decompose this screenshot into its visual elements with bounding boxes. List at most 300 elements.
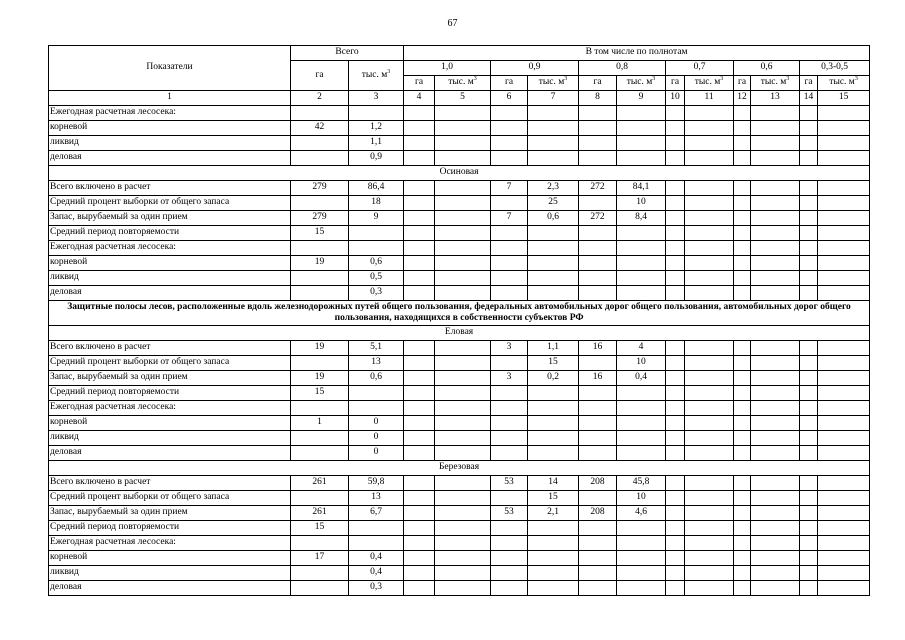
table-cell (404, 386, 435, 401)
table-cell (528, 551, 579, 566)
table-row (49, 136, 870, 151)
row-label: деловая (49, 286, 291, 301)
table-cell (528, 416, 579, 431)
header-density: 0,3-0,5 (800, 61, 870, 76)
table-cell (491, 536, 528, 551)
table-cell: 19 (291, 341, 349, 356)
table-cell (291, 356, 349, 371)
table-cell (404, 371, 435, 386)
table-cell (685, 566, 734, 581)
table-cell (734, 121, 751, 136)
table-cell (491, 226, 528, 241)
table-cell (579, 446, 617, 461)
column-number: 12 (734, 91, 751, 106)
table-row (49, 521, 870, 536)
table-cell (435, 551, 491, 566)
table-cell (818, 536, 870, 551)
table-cell: 0,5 (349, 271, 404, 286)
table-cell (800, 341, 818, 356)
table-cell (404, 536, 435, 551)
table-row (49, 401, 870, 416)
table-cell (734, 196, 751, 211)
table-row (49, 491, 870, 506)
table-cell (404, 446, 435, 461)
table-cell: 3 (491, 371, 528, 386)
table-cell (617, 581, 666, 596)
table-cell (685, 286, 734, 301)
table-cell (579, 271, 617, 286)
table-cell (818, 226, 870, 241)
table-cell: 10 (617, 356, 666, 371)
table-cell: 10 (617, 196, 666, 211)
table-cell (435, 446, 491, 461)
table-row (49, 386, 870, 401)
table-cell (404, 256, 435, 271)
table-cell (404, 196, 435, 211)
table-row (49, 121, 870, 136)
table-cell (800, 226, 818, 241)
table-cell (818, 431, 870, 446)
table-cell (404, 241, 435, 256)
table-cell (666, 386, 685, 401)
table-cell (435, 286, 491, 301)
table-cell (751, 271, 800, 286)
table-cell: 0 (349, 446, 404, 461)
table-cell (579, 286, 617, 301)
table-cell (685, 431, 734, 446)
table-cell (751, 521, 800, 536)
table-cell (685, 136, 734, 151)
table-cell (818, 506, 870, 521)
table-cell (751, 226, 800, 241)
table-cell (800, 196, 818, 211)
table-cell (685, 151, 734, 166)
table-cell: 261 (291, 476, 349, 491)
table-cell (800, 211, 818, 226)
table-cell: 279 (291, 211, 349, 226)
table-row (49, 536, 870, 551)
table-cell (435, 566, 491, 581)
table-cell (579, 196, 617, 211)
table-cell (818, 521, 870, 536)
table-cell (734, 371, 751, 386)
table-cell (666, 476, 685, 491)
table-cell (734, 106, 751, 121)
table-cell: 8,4 (617, 211, 666, 226)
table-cell (617, 401, 666, 416)
table-cell (528, 521, 579, 536)
table-cell (751, 491, 800, 506)
table-cell (818, 271, 870, 286)
table-cell (291, 241, 349, 256)
table-cell: 18 (349, 196, 404, 211)
table-cell: 0,4 (617, 371, 666, 386)
table-cell: 84,1 (617, 181, 666, 196)
table-cell (491, 491, 528, 506)
table-cell: 17 (291, 551, 349, 566)
table-cell (800, 151, 818, 166)
row-label: деловая (49, 151, 291, 166)
table-cell (818, 151, 870, 166)
table-cell (435, 211, 491, 226)
table-cell: 1,1 (528, 341, 579, 356)
table-cell (751, 401, 800, 416)
table-cell (617, 551, 666, 566)
table-cell (800, 491, 818, 506)
table-row (49, 196, 870, 211)
table-cell (528, 106, 579, 121)
table-cell: 0 (349, 431, 404, 446)
table-cell (734, 211, 751, 226)
table-cell (404, 431, 435, 446)
row-label: ликвид (49, 566, 291, 581)
table-cell (818, 401, 870, 416)
table-cell (528, 566, 579, 581)
table-cell (666, 536, 685, 551)
table-cell (435, 226, 491, 241)
table-cell (491, 136, 528, 151)
table-cell (751, 106, 800, 121)
table-cell (435, 416, 491, 431)
table-cell (617, 416, 666, 431)
table-cell: 15 (291, 521, 349, 536)
column-number: 13 (751, 91, 800, 106)
row-label: Средний процент выборки от общего запаса (49, 356, 291, 371)
row-label: Запас, вырубаемый за один прием (49, 371, 291, 386)
table-cell: 15 (291, 386, 349, 401)
table-cell (435, 136, 491, 151)
row-label: ликвид (49, 271, 291, 286)
table-cell: 16 (579, 371, 617, 386)
table-row (49, 241, 870, 256)
table-cell (734, 356, 751, 371)
table-row (49, 326, 870, 341)
table-cell (617, 241, 666, 256)
column-number: 5 (435, 91, 491, 106)
table-cell (291, 536, 349, 551)
table-cell (666, 431, 685, 446)
table-cell (800, 286, 818, 301)
table-cell (491, 256, 528, 271)
table-cell (751, 371, 800, 386)
section-heading: Осиновая (49, 166, 870, 181)
table-row (49, 416, 870, 431)
table-cell: 1,1 (349, 136, 404, 151)
table-cell (435, 121, 491, 136)
row-label: корневой (49, 256, 291, 271)
table-cell (734, 386, 751, 401)
table-cell (404, 476, 435, 491)
table-cell (734, 581, 751, 596)
row-label: Средний процент выборки от общего запаса (49, 491, 291, 506)
table-cell (617, 151, 666, 166)
table-cell (734, 226, 751, 241)
table-cell (617, 121, 666, 136)
table-row (49, 166, 870, 181)
table-cell (818, 286, 870, 301)
table-cell: 272 (579, 211, 617, 226)
table-cell (528, 136, 579, 151)
row-label: ликвид (49, 136, 291, 151)
table-cell (800, 401, 818, 416)
table-cell (528, 431, 579, 446)
table-cell (435, 581, 491, 596)
table-cell (734, 401, 751, 416)
table-cell (685, 341, 734, 356)
column-number: 8 (579, 91, 617, 106)
header-unit-thm: тыс. $м^3$ (685, 76, 734, 91)
table-cell (579, 551, 617, 566)
table-cell (685, 446, 734, 461)
table-cell (435, 241, 491, 256)
table-row (49, 581, 870, 596)
table-cell: 0,2 (528, 371, 579, 386)
table-cell (818, 446, 870, 461)
table-row (49, 446, 870, 461)
row-label: ликвид (49, 431, 291, 446)
row-label: Всего включено в расчет (49, 181, 291, 196)
table-cell (404, 181, 435, 196)
table-cell (617, 271, 666, 286)
table-cell (751, 241, 800, 256)
row-label: деловая (49, 581, 291, 596)
header-unit-ha: га (404, 76, 435, 91)
table-cell (751, 151, 800, 166)
table-cell: 0,6 (349, 371, 404, 386)
table-cell (579, 256, 617, 271)
table-cell (349, 226, 404, 241)
table-cell (579, 151, 617, 166)
table-cell (666, 271, 685, 286)
table-cell (435, 106, 491, 121)
table-cell (528, 386, 579, 401)
row-label: Запас, вырубаемый за один прием (49, 506, 291, 521)
table-row (49, 506, 870, 521)
table-cell: 13 (349, 491, 404, 506)
table-cell (579, 136, 617, 151)
table-cell (818, 386, 870, 401)
table-cell (751, 196, 800, 211)
table-row (49, 356, 870, 371)
header-density: 0,9 (491, 61, 579, 76)
table-row (49, 341, 870, 356)
table-row (49, 106, 870, 121)
table-cell: 208 (579, 476, 617, 491)
table-cell (617, 106, 666, 121)
table-cell: 0,3 (349, 581, 404, 596)
header-total-ha: га (291, 61, 349, 91)
table-cell (800, 121, 818, 136)
table-cell (491, 581, 528, 596)
table-cell: 86,4 (349, 181, 404, 196)
table-cell (617, 256, 666, 271)
table-cell: 1 (291, 416, 349, 431)
table-cell (528, 581, 579, 596)
table-row (49, 151, 870, 166)
table-cell (685, 581, 734, 596)
header-total-thm: тыс. $м^3$ (349, 61, 404, 91)
table-cell (579, 401, 617, 416)
header-unit-ha: га (491, 76, 528, 91)
table-cell: 19 (291, 256, 349, 271)
table-cell (579, 226, 617, 241)
table-cell (579, 566, 617, 581)
table-cell (491, 196, 528, 211)
table-cell (491, 446, 528, 461)
table-row (49, 181, 870, 196)
table-cell (818, 106, 870, 121)
table-cell (491, 121, 528, 136)
table-cell: 272 (579, 181, 617, 196)
table-cell (404, 121, 435, 136)
table-cell (734, 476, 751, 491)
table-cell (404, 401, 435, 416)
table-cell (685, 551, 734, 566)
table-cell (818, 211, 870, 226)
table-cell (404, 416, 435, 431)
table-cell (734, 431, 751, 446)
table-cell (818, 196, 870, 211)
table-cell (404, 491, 435, 506)
table-cell: 0,4 (349, 551, 404, 566)
table-cell (435, 271, 491, 286)
table-cell (685, 271, 734, 286)
table-cell (291, 431, 349, 446)
table-cell (751, 536, 800, 551)
table-cell (491, 401, 528, 416)
table-cell (666, 136, 685, 151)
table-row (49, 301, 870, 326)
table-cell (734, 241, 751, 256)
table-cell (751, 341, 800, 356)
table-cell (491, 431, 528, 446)
table-cell (491, 566, 528, 581)
table-cell (734, 136, 751, 151)
header-density: 1,0 (404, 61, 491, 76)
table-cell (685, 401, 734, 416)
table-row (49, 371, 870, 386)
forest-table (48, 45, 870, 596)
table-cell: 13 (349, 356, 404, 371)
table-cell: 7 (491, 181, 528, 196)
table-cell: 45,8 (617, 476, 666, 491)
table-cell (685, 106, 734, 121)
table-cell (404, 356, 435, 371)
table-cell: 25 (528, 196, 579, 211)
table-cell (349, 521, 404, 536)
row-label: Средний процент выборки от общего запаса (49, 196, 291, 211)
table-cell (818, 551, 870, 566)
table-cell (685, 506, 734, 521)
table-cell (491, 271, 528, 286)
table-cell (818, 581, 870, 596)
table-cell (800, 581, 818, 596)
table-cell (751, 121, 800, 136)
column-number: 15 (818, 91, 870, 106)
table-cell (666, 506, 685, 521)
table-cell (666, 106, 685, 121)
table-cell (734, 566, 751, 581)
table-cell (751, 256, 800, 271)
table-row (49, 476, 870, 491)
table-cell (617, 536, 666, 551)
table-cell (751, 136, 800, 151)
table-cell (800, 446, 818, 461)
table-cell (617, 521, 666, 536)
table-cell (685, 256, 734, 271)
section-heading: Березовая (49, 461, 870, 476)
table-row (49, 286, 870, 301)
table-cell (349, 386, 404, 401)
table-cell (291, 491, 349, 506)
table-cell (435, 386, 491, 401)
table-cell: 5,1 (349, 341, 404, 356)
table-cell (291, 196, 349, 211)
header-unit-ha: га (734, 76, 751, 91)
table-cell (800, 386, 818, 401)
table-cell (579, 386, 617, 401)
table-cell (685, 226, 734, 241)
table-cell (818, 341, 870, 356)
table-cell (291, 286, 349, 301)
table-cell (528, 401, 579, 416)
table-cell: 1,2 (349, 121, 404, 136)
table-cell (800, 256, 818, 271)
table-cell (349, 106, 404, 121)
table-cell (435, 476, 491, 491)
table-cell (818, 491, 870, 506)
table-cell (685, 416, 734, 431)
table-cell (751, 476, 800, 491)
table-cell (751, 446, 800, 461)
table-cell (666, 491, 685, 506)
header-unit-thm: тыс. $м^3$ (435, 76, 491, 91)
table-cell (818, 241, 870, 256)
header-unit-thm: тыс. $м^3$ (751, 76, 800, 91)
table-row (49, 211, 870, 226)
table-row (49, 551, 870, 566)
table-cell: 14 (528, 476, 579, 491)
table-cell (435, 341, 491, 356)
row-label: Средний период повторяемости (49, 226, 291, 241)
table-cell (404, 341, 435, 356)
table-cell (818, 356, 870, 371)
table-cell (291, 401, 349, 416)
table-cell (800, 476, 818, 491)
header-unit-thm: тыс. $м^3$ (528, 76, 579, 91)
table-cell (617, 386, 666, 401)
table-cell (666, 446, 685, 461)
table-cell (617, 226, 666, 241)
table-cell (528, 241, 579, 256)
table-cell (435, 181, 491, 196)
table-cell (491, 521, 528, 536)
table-cell (751, 286, 800, 301)
table-cell (404, 521, 435, 536)
table-cell (800, 136, 818, 151)
column-number: 7 (528, 91, 579, 106)
table-cell: 53 (491, 506, 528, 521)
table-cell (579, 356, 617, 371)
column-number: 2 (291, 91, 349, 106)
table-cell (291, 566, 349, 581)
table-cell (666, 356, 685, 371)
table-cell (435, 521, 491, 536)
table-cell (491, 356, 528, 371)
table-cell (491, 386, 528, 401)
row-label: корневой (49, 551, 291, 566)
column-number: 14 (800, 91, 818, 106)
